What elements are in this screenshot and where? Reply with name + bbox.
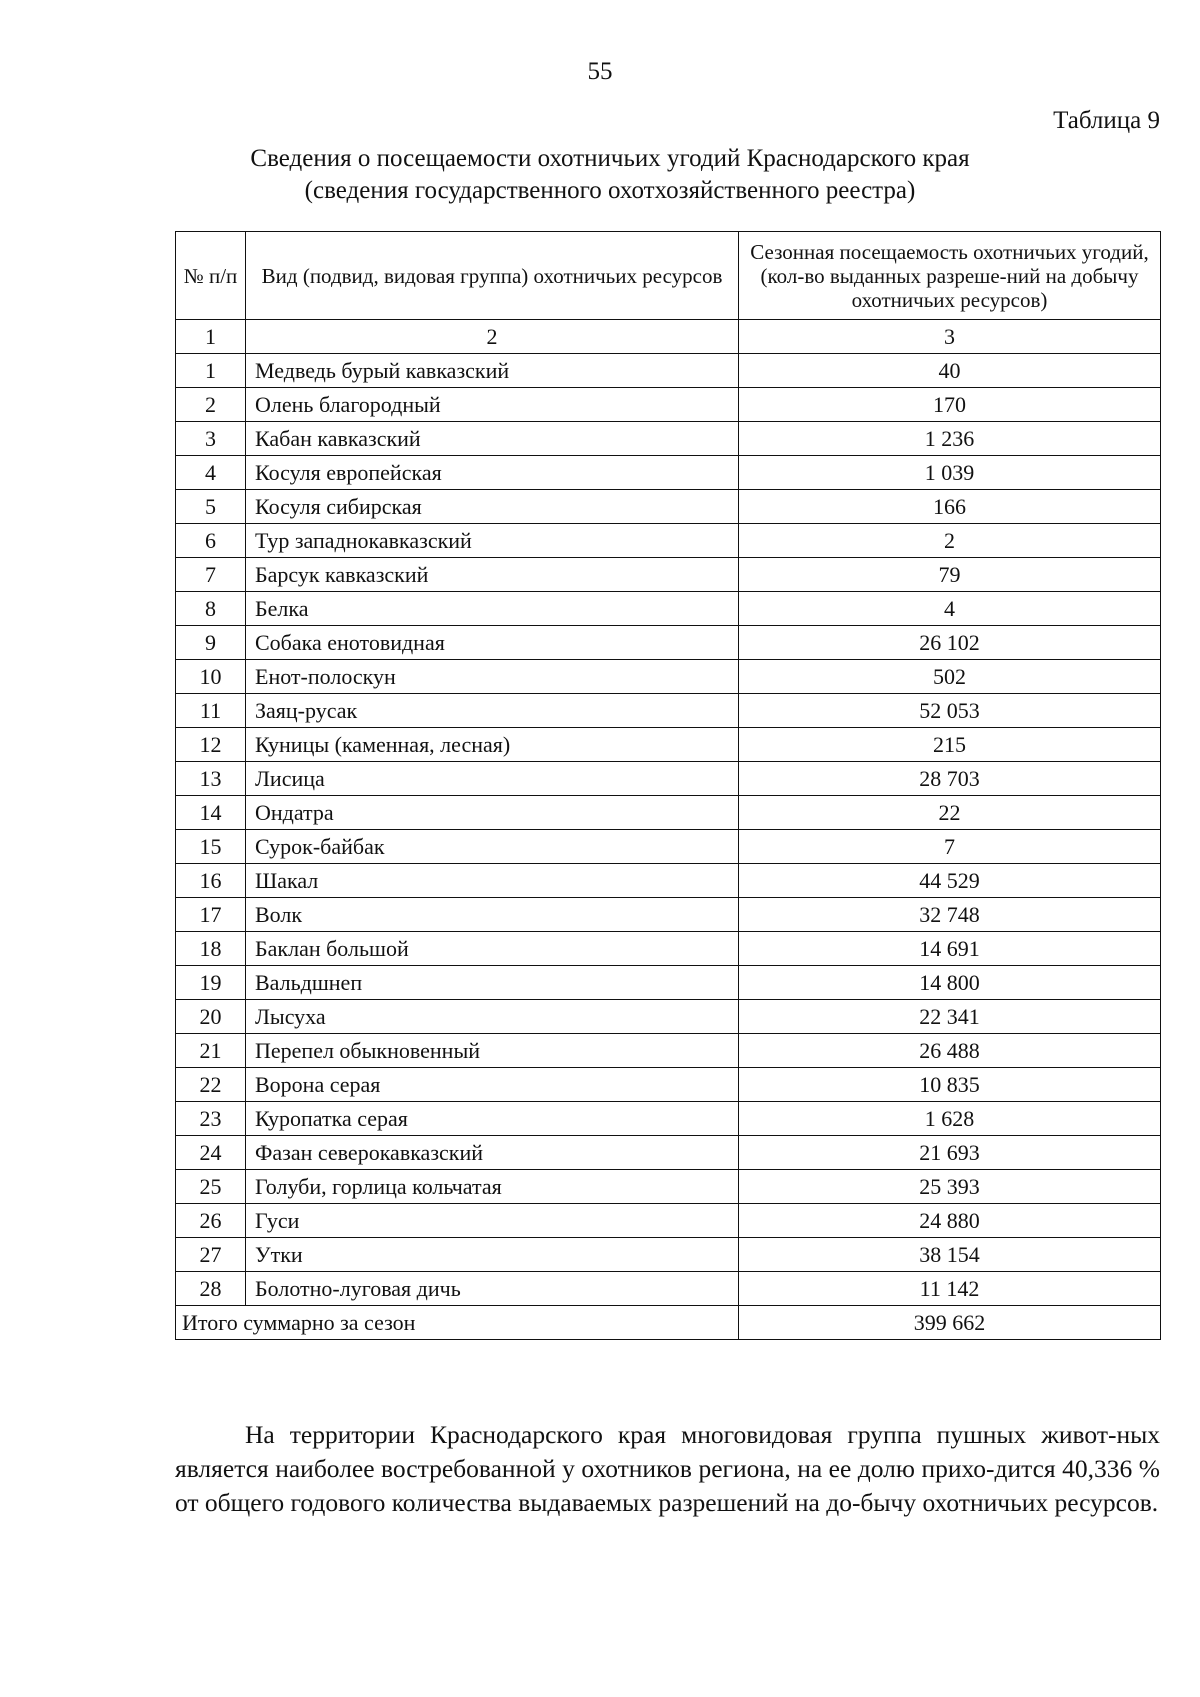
species-name: Шакал xyxy=(246,864,739,898)
visitation-value: 79 xyxy=(739,558,1161,592)
table-row xyxy=(176,524,1161,558)
species-name: Ворона серая xyxy=(246,1068,739,1102)
visitation-value: 2 xyxy=(739,524,1161,558)
species-name: Сурок-байбак xyxy=(246,830,739,864)
table-row xyxy=(176,1238,1161,1272)
row-number: 4 xyxy=(176,456,246,490)
species-name: Медведь бурый кавказский xyxy=(246,354,739,388)
species-name: Енот-полоскун xyxy=(246,660,739,694)
column-number: 2 xyxy=(246,320,739,354)
visitation-value: 10 835 xyxy=(739,1068,1161,1102)
row-number: 22 xyxy=(176,1068,246,1102)
table-row xyxy=(176,762,1161,796)
species-name: Барсук кавказский xyxy=(246,558,739,592)
visitation-value: 21 693 xyxy=(739,1136,1161,1170)
total-label: Итого суммарно за сезон xyxy=(176,1306,739,1340)
species-name: Олень благородный xyxy=(246,388,739,422)
table-row xyxy=(176,864,1161,898)
table-row xyxy=(176,1272,1161,1306)
table-row xyxy=(176,898,1161,932)
table-row xyxy=(176,796,1161,830)
row-number: 28 xyxy=(176,1272,246,1306)
visitation-value: 14 800 xyxy=(739,966,1161,1000)
species-name: Косуля европейская xyxy=(246,456,739,490)
row-number: 9 xyxy=(176,626,246,660)
table-row xyxy=(176,1102,1161,1136)
visitation-value: 170 xyxy=(739,388,1161,422)
species-name: Утки xyxy=(246,1238,739,1272)
species-name: Лысуха xyxy=(246,1000,739,1034)
table-row xyxy=(176,932,1161,966)
species-name: Кабан кавказский xyxy=(246,422,739,456)
table-row xyxy=(176,694,1161,728)
species-name: Куропатка серая xyxy=(246,1102,739,1136)
header-species: Вид (подвид, видовая группа) охотничьих ресурсов xyxy=(246,232,739,320)
row-number: 19 xyxy=(176,966,246,1000)
species-name: Ондатра xyxy=(246,796,739,830)
species-name: Собака енотовидная xyxy=(246,626,739,660)
table-label: Таблица 9 xyxy=(1053,107,1160,134)
visitation-value: 40 xyxy=(739,354,1161,388)
visitation-value: 502 xyxy=(739,660,1161,694)
species-name: Гуси xyxy=(246,1204,739,1238)
visitation-value: 24 880 xyxy=(739,1204,1161,1238)
table-row xyxy=(176,388,1161,422)
species-name: Лисица xyxy=(246,762,739,796)
visitation-table xyxy=(175,231,1161,1340)
row-number: 15 xyxy=(176,830,246,864)
visitation-value: 14 691 xyxy=(739,932,1161,966)
species-name: Фазан северокавказский xyxy=(246,1136,739,1170)
visitation-value: 7 xyxy=(739,830,1161,864)
visitation-value: 1 236 xyxy=(739,422,1161,456)
row-number: 6 xyxy=(176,524,246,558)
row-number: 11 xyxy=(176,694,246,728)
header-number: № п/п xyxy=(176,232,246,320)
table-header xyxy=(176,232,1161,320)
row-number: 2 xyxy=(176,388,246,422)
table-row xyxy=(176,1068,1161,1102)
column-number: 3 xyxy=(739,320,1161,354)
species-name: Перепел обыкновенный xyxy=(246,1034,739,1068)
row-number: 13 xyxy=(176,762,246,796)
table-row xyxy=(176,1170,1161,1204)
species-name: Заяц-русак xyxy=(246,694,739,728)
table-row xyxy=(176,1136,1161,1170)
row-number: 1 xyxy=(176,354,246,388)
visitation-value: 32 748 xyxy=(739,898,1161,932)
title-line-1: Сведения о посещаемости охотничьих угодий Краснодарского края xyxy=(250,145,970,172)
species-name: Голуби, горлица кольчатая xyxy=(246,1170,739,1204)
table-row xyxy=(176,558,1161,592)
row-number: 20 xyxy=(176,1000,246,1034)
header-visitation: Сезонная посещаемость охотничьих угодий, (кол-во выданных разреше-ний на добычу охотничьих ресурсов) xyxy=(739,232,1161,320)
visitation-value: 28 703 xyxy=(739,762,1161,796)
row-number: 23 xyxy=(176,1102,246,1136)
table-row xyxy=(176,422,1161,456)
visitation-value: 1 039 xyxy=(739,456,1161,490)
species-name: Тур западнокавказский xyxy=(246,524,739,558)
species-name: Баклан большой xyxy=(246,932,739,966)
visitation-value: 25 393 xyxy=(739,1170,1161,1204)
row-number: 14 xyxy=(176,796,246,830)
total-value: 399 662 xyxy=(739,1306,1161,1340)
visitation-value: 26 102 xyxy=(739,626,1161,660)
table-row xyxy=(176,456,1161,490)
table-row xyxy=(176,1000,1161,1034)
table-row xyxy=(176,660,1161,694)
species-name: Вальдшнеп xyxy=(246,966,739,1000)
total-row xyxy=(176,1306,1161,1340)
row-number: 3 xyxy=(176,422,246,456)
row-number: 10 xyxy=(176,660,246,694)
page-number: 55 xyxy=(587,58,613,85)
table-row xyxy=(176,490,1161,524)
visitation-value: 1 628 xyxy=(739,1102,1161,1136)
visitation-value: 22 xyxy=(739,796,1161,830)
visitation-value: 26 488 xyxy=(739,1034,1161,1068)
body-paragraph: На территории Краснодарского края многовидовая группа пушных живот-ных является наиболее востребованной у охотников региона, на ее долю прихо-дится 40,336 % от общего годового количества выдаваемых разрешений на до-бычу охотничьих ресурсов. xyxy=(175,1420,1160,1517)
table-row xyxy=(176,966,1161,1000)
species-name: Болотно-луговая дичь xyxy=(246,1272,739,1306)
row-number: 5 xyxy=(176,490,246,524)
row-number: 8 xyxy=(176,592,246,626)
visitation-value: 44 529 xyxy=(739,864,1161,898)
table-title xyxy=(170,143,1050,207)
row-number: 21 xyxy=(176,1034,246,1068)
visitation-value: 22 341 xyxy=(739,1000,1161,1034)
visitation-value: 52 053 xyxy=(739,694,1161,728)
visitation-value: 215 xyxy=(739,728,1161,762)
row-number: 26 xyxy=(176,1204,246,1238)
row-number: 17 xyxy=(176,898,246,932)
row-number: 27 xyxy=(176,1238,246,1272)
species-name: Волк xyxy=(246,898,739,932)
row-number: 25 xyxy=(176,1170,246,1204)
title-line-2: (сведения государственного охотхозяйственного реестра) xyxy=(304,177,916,204)
species-name: Косуля сибирская xyxy=(246,490,739,524)
row-number: 24 xyxy=(176,1136,246,1170)
row-number: 7 xyxy=(176,558,246,592)
visitation-value: 4 xyxy=(739,592,1161,626)
row-number: 12 xyxy=(176,728,246,762)
column-number: 1 xyxy=(176,320,246,354)
row-number: 16 xyxy=(176,864,246,898)
visitation-value: 166 xyxy=(739,490,1161,524)
species-name: Белка xyxy=(246,592,739,626)
table-row xyxy=(176,592,1161,626)
table-body xyxy=(176,320,1161,1306)
column-number-row xyxy=(176,320,1161,354)
table-row xyxy=(176,626,1161,660)
visitation-value: 38 154 xyxy=(739,1238,1161,1272)
table-row xyxy=(176,354,1161,388)
species-name: Куницы (каменная, лесная) xyxy=(246,728,739,762)
table-row xyxy=(176,830,1161,864)
table-row xyxy=(176,1204,1161,1238)
table-row xyxy=(176,1034,1161,1068)
table-row xyxy=(176,728,1161,762)
row-number: 18 xyxy=(176,932,246,966)
visitation-value: 11 142 xyxy=(739,1272,1161,1306)
